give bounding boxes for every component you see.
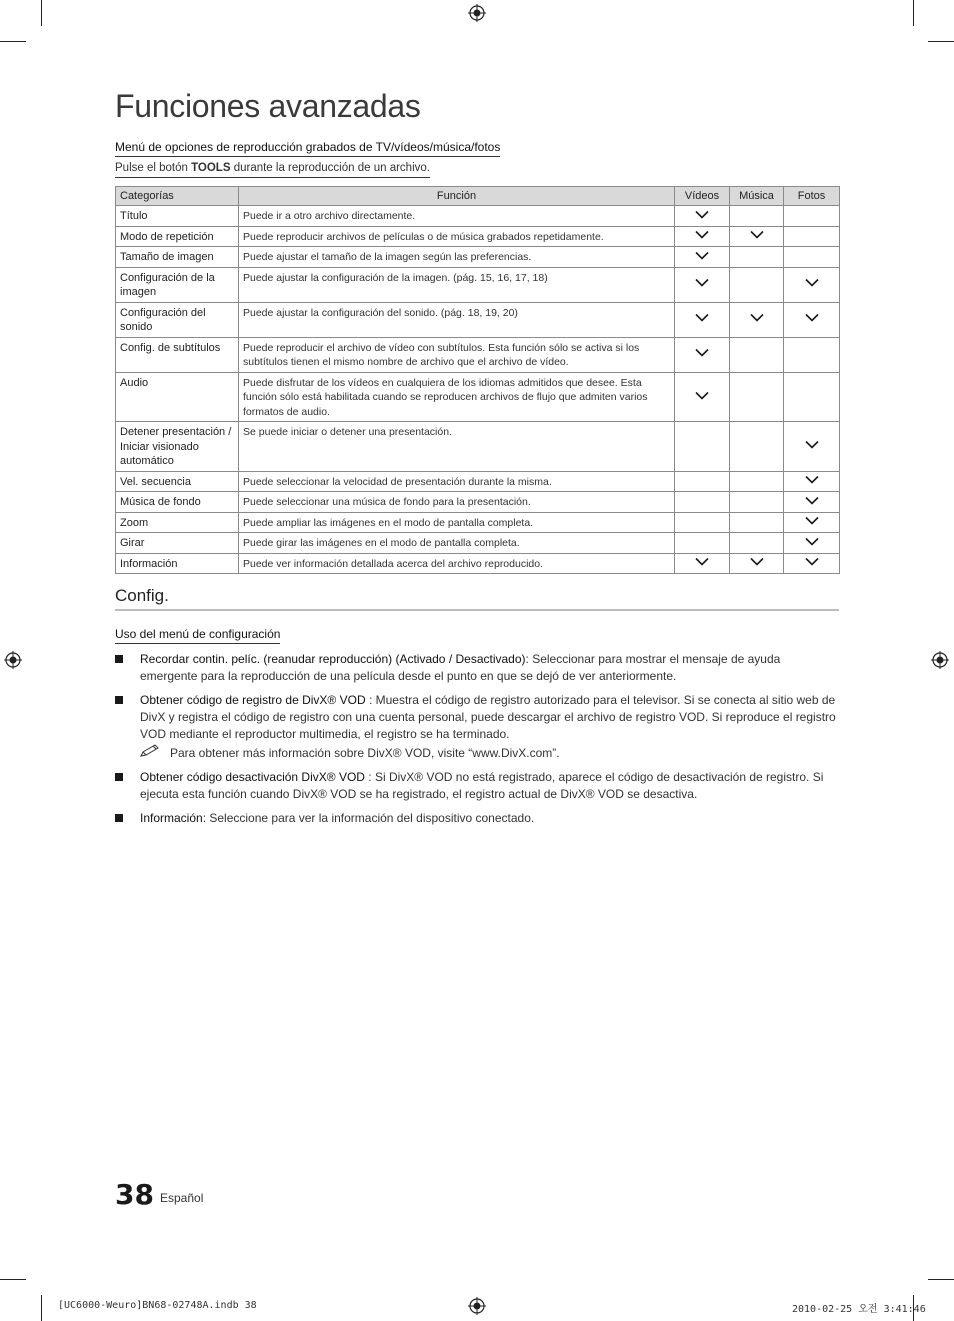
category-cell: Configuración del sonido: [116, 302, 239, 337]
page-title: Funciones avanzadas: [115, 88, 421, 124]
table-header-row: [116, 187, 840, 206]
bullet-label: Recordar contin. pelíc. (reanudar reproducción) (Activado / Desactivado): [140, 652, 526, 666]
category-cell: Música de fondo: [116, 492, 239, 513]
checkmark-chevron-icon: [695, 557, 709, 566]
category-cell: Girar: [116, 533, 239, 554]
function-cell: Puede ampliar las imágenes en el modo de pantalla completa.: [239, 512, 675, 533]
section-subheading: Menú de opciones de reproducción grabados de TV/vídeos/música/fotos: [115, 140, 500, 157]
table-row: [116, 226, 840, 247]
videos-check-cell: [675, 302, 730, 337]
square-bullet-icon: [115, 773, 123, 781]
note: [140, 745, 839, 762]
header-videos: Vídeos: [675, 187, 730, 206]
music-check-cell: [730, 553, 784, 574]
checkmark-chevron-icon: [805, 557, 819, 566]
checkmark-chevron-icon: [750, 557, 764, 566]
music-check-cell: [730, 372, 784, 422]
photos-check-cell: [784, 553, 840, 574]
square-bullet-icon: [115, 655, 123, 663]
music-check-cell: [730, 512, 784, 533]
table-row: [116, 247, 840, 268]
crop-mark: [913, 0, 914, 26]
bullet-text: : Seleccione para ver la información del dispositivo conectado.: [202, 811, 535, 825]
category-cell: Detener presentación / Iniciar visionado automático: [116, 422, 239, 472]
header-category: Categorías: [116, 187, 239, 206]
videos-check-cell: [675, 553, 730, 574]
bullet-text: : Si DivX® VOD no está registrado, aparece el código de desactivación de registro. Si ejecuta esta función cuando DivX® VOD se ha registrado, el registro actual de DivX® VOD se desactiva.: [140, 770, 824, 801]
videos-check-cell: [675, 512, 730, 533]
list-item: [115, 810, 839, 827]
checkmark-chevron-icon: [805, 516, 819, 525]
registration-mark-icon: [931, 651, 949, 669]
category-cell: Tamaño de imagen: [116, 247, 239, 268]
square-bullet-icon: [115, 696, 123, 704]
config-bullet-list: [115, 651, 839, 834]
category-cell: Información: [116, 553, 239, 574]
photos-check-cell: [784, 206, 840, 227]
table-row: [116, 492, 840, 513]
table-row: [116, 206, 840, 227]
table-row: [116, 302, 840, 337]
videos-check-cell: [675, 337, 730, 372]
music-check-cell: [730, 206, 784, 227]
table-row: [116, 533, 840, 554]
bullet-label: Información: [140, 811, 203, 825]
videos-check-cell: [675, 206, 730, 227]
photos-check-cell: [784, 471, 840, 492]
checkmark-chevron-icon: [750, 230, 764, 239]
header-function: Función: [239, 187, 675, 206]
videos-check-cell: [675, 471, 730, 492]
function-cell: Puede ajustar el tamaño de la imagen según las preferencias.: [239, 247, 675, 268]
registration-mark-icon: [468, 1297, 486, 1315]
options-table: [115, 186, 840, 574]
category-cell: Configuración de la imagen: [116, 267, 239, 302]
square-bullet-icon: [115, 814, 123, 822]
photos-check-cell: [784, 422, 840, 472]
intro-text: [115, 162, 430, 178]
crop-mark: [0, 41, 26, 42]
music-check-cell: [730, 533, 784, 554]
function-cell: Puede disfrutar de los vídeos en cualquiera de los idiomas admitidos que desee. Esta función sólo está habilitada cuando se reproducen archivos de flujo que admiten varios formatos de audio.: [239, 372, 675, 422]
category-cell: Config. de subtítulos: [116, 337, 239, 372]
registration-mark-icon: [4, 651, 22, 669]
photos-check-cell: [784, 247, 840, 268]
music-check-cell: [730, 267, 784, 302]
photos-check-cell: [784, 372, 840, 422]
function-cell: Se puede iniciar o detener una presentación.: [239, 422, 675, 472]
bullet-label: Obtener código desactivación DivX® VOD: [140, 770, 365, 784]
checkmark-chevron-icon: [695, 230, 709, 239]
note-text: Para obtener más información sobre DivX® VOD, visite “www.DivX.com”.: [170, 746, 560, 760]
music-check-cell: [730, 226, 784, 247]
videos-check-cell: [675, 533, 730, 554]
list-item: [115, 651, 839, 685]
category-cell: Vel. secuencia: [116, 471, 239, 492]
music-check-cell: [730, 302, 784, 337]
list-item: [115, 692, 839, 762]
table-row: [116, 337, 840, 372]
checkmark-chevron-icon: [805, 440, 819, 449]
music-check-cell: [730, 337, 784, 372]
bullet-text: : Seleccionar para mostrar el mensaje de ayuda emergente para la reproducción de una película desde el punto en que se dejó de ver anteriormente.: [140, 652, 781, 683]
checkmark-chevron-icon: [750, 313, 764, 322]
crop-mark: [41, 1295, 42, 1321]
category-cell: Zoom: [116, 512, 239, 533]
videos-check-cell: [675, 247, 730, 268]
music-check-cell: [730, 492, 784, 513]
crop-mark: [0, 1279, 26, 1280]
bullet-text: : Muestra el código de registro autorizado para el televisor. Si se conecta al sitio web de DivX y registra el código de registro con una cuenta personal, puede descargar el archivo de registro VOD. Si reproduce el registro VOD mediante el reproductor multimedia, el registro se ha terminado.: [140, 693, 836, 741]
photos-check-cell: [784, 226, 840, 247]
photos-check-cell: [784, 302, 840, 337]
music-check-cell: [730, 422, 784, 472]
photos-check-cell: [784, 492, 840, 513]
tools-key-label: TOOLS: [191, 162, 231, 174]
function-cell: Puede girar las imágenes en el modo de pantalla completa.: [239, 533, 675, 554]
function-cell: Puede seleccionar la velocidad de presentación durante la misma.: [239, 471, 675, 492]
function-cell: Puede ajustar la configuración del sonido. (pág. 18, 19, 20): [239, 302, 675, 337]
checkmark-chevron-icon: [695, 348, 709, 357]
crop-mark: [41, 0, 42, 26]
config-heading: Config.: [115, 586, 839, 611]
function-cell: Puede reproducir el archivo de vídeo con subtítulos. Esta función sólo se activa si los subtítulos tienen el mismo nombre de archivo que el archivo de vídeo.: [239, 337, 675, 372]
checkmark-chevron-icon: [695, 251, 709, 260]
table-row: [116, 372, 840, 422]
table-row: [116, 471, 840, 492]
crop-mark: [928, 41, 954, 42]
checkmark-chevron-icon: [695, 391, 709, 400]
checkmark-chevron-icon: [695, 278, 709, 287]
header-music: Música: [730, 187, 784, 206]
category-cell: Audio: [116, 372, 239, 422]
registration-mark-icon: [468, 4, 486, 22]
intro-post: durante la reproducción de un archivo.: [230, 162, 430, 174]
checkmark-chevron-icon: [695, 313, 709, 322]
music-check-cell: [730, 247, 784, 268]
intro-pre: Pulse el botón: [115, 162, 192, 174]
checkmark-chevron-icon: [805, 537, 819, 546]
photos-check-cell: [784, 512, 840, 533]
checkmark-chevron-icon: [805, 475, 819, 484]
photos-check-cell: [784, 267, 840, 302]
header-photos: Fotos: [784, 187, 840, 206]
photos-check-cell: [784, 533, 840, 554]
checkmark-chevron-icon: [805, 496, 819, 505]
function-cell: Puede ver información detallada acerca del archivo reproducido.: [239, 553, 675, 574]
videos-check-cell: [675, 267, 730, 302]
videos-check-cell: [675, 226, 730, 247]
checkmark-chevron-icon: [695, 210, 709, 219]
videos-check-cell: [675, 372, 730, 422]
category-cell: Modo de repetición: [116, 226, 239, 247]
pencil-note-icon: [140, 744, 160, 758]
checkmark-chevron-icon: [805, 313, 819, 322]
checkmark-chevron-icon: [805, 278, 819, 287]
bullet-label: Obtener código de registro de DivX® VOD: [140, 693, 366, 707]
config-subheading: Uso del menú de configuración: [115, 627, 280, 644]
footer-file-info: [UC6000-Weuro]BN68-02748A.indb 38: [58, 1300, 257, 1311]
function-cell: Puede seleccionar una música de fondo para la presentación.: [239, 492, 675, 513]
function-cell: Puede ajustar la configuración de la imagen. (pág. 15, 16, 17, 18): [239, 267, 675, 302]
photos-check-cell: [784, 337, 840, 372]
footer-timestamp: 2010-02-25 오전 3:41:46: [792, 1304, 926, 1315]
table-row: [116, 512, 840, 533]
videos-check-cell: [675, 422, 730, 472]
category-cell: Título: [116, 206, 239, 227]
list-item: [115, 769, 839, 803]
function-cell: Puede reproducir archivos de películas o de música grabados repetidamente.: [239, 226, 675, 247]
page-number: 38: [115, 1178, 154, 1211]
table-row: [116, 422, 840, 472]
videos-check-cell: [675, 492, 730, 513]
music-check-cell: [730, 471, 784, 492]
language-label: Español: [160, 1191, 204, 1205]
table-row: [116, 267, 840, 302]
table-row: [116, 553, 840, 574]
function-cell: Puede ir a otro archivo directamente.: [239, 206, 675, 227]
crop-mark: [928, 1279, 954, 1280]
